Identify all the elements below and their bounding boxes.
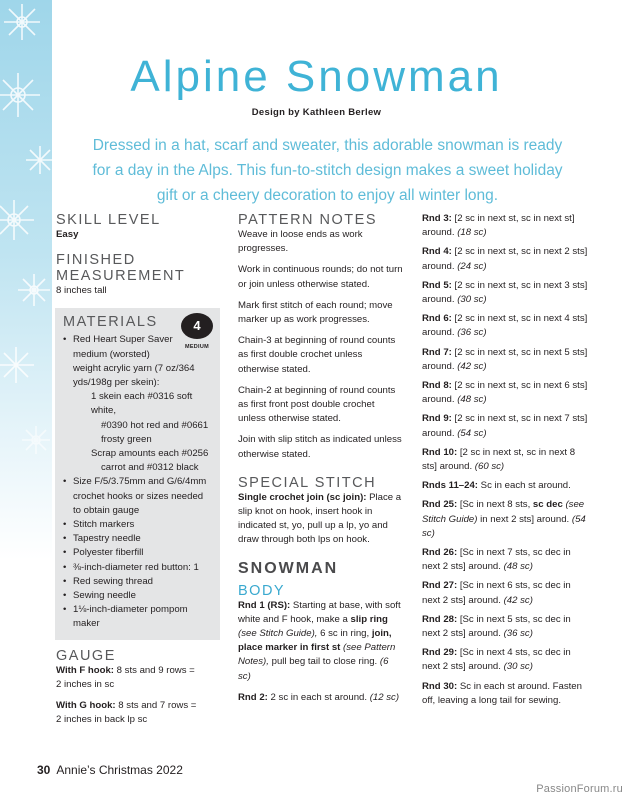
round-3: Rnd 3: [2 sc in next st, sc in next st] around. (18 sc)	[422, 213, 575, 239]
gauge-heading: GAUGE	[56, 647, 116, 664]
skill-level-heading: SKILL LEVEL	[56, 212, 161, 228]
finished-heading-1: FINISHED	[56, 252, 136, 269]
watermark: PassionForum.ru	[536, 783, 623, 795]
list-item: • Red sewing thread	[63, 575, 212, 589]
round-7: Rnd 7: [2 sc in next st, sc in next 5 sts] around. (42 sc)	[422, 346, 588, 372]
rounds-11-24: Rnds 11–24: Sc in each st around.	[422, 480, 571, 492]
round-26: Rnd 26: [Sc in next 7 sts, sc dec in next 2 sts] around. (48 sc)	[422, 547, 571, 573]
yarn-weight-number: 4	[181, 313, 213, 339]
round-30: Rnd 30: Sc in each st around. Fasten off, leaving a long tail for sewing.	[422, 680, 582, 706]
list-item: • ⅜-inch-diameter red button: 1	[63, 561, 212, 575]
list-item: • Size F/5/3.75mm and G/6/4mm crochet hooks or sizes needed to obtain gauge	[63, 475, 212, 518]
special-stitch-heading: SPECIAL STITCH	[238, 474, 377, 491]
finished-value: 8 inches tall	[56, 285, 107, 297]
page-number: 30	[37, 763, 51, 777]
round-2: Rnd 2: 2 sc in each st around. (12 sc)	[238, 691, 400, 703]
pattern-notes-heading: PATTERN NOTES	[238, 212, 377, 228]
round-9: Rnd 9: [2 sc in next st, sc in next 7 sts] around. (54 sc)	[422, 413, 588, 439]
round-1: Rnd 1 (RS): Starting at base, with soft white and F hook, make a slip ring (see Stitch Guide), 6 sc in ring, join, place marker in first st (see Pattern Notes), pull beg tail to close ring. (6 sc)	[238, 599, 401, 682]
round-25: Rnd 25: [Sc in next 8 sts, sc dec (see Stitch Guide) in next 2 sts] around. (54 sc)	[422, 499, 586, 539]
column-middle	[238, 212, 403, 712]
special-stitch-text: Single crochet join (sc join): Place a slip knot on hook, insert hook in indicated st, yo, pull up a lp, yo and draw through both lps on hook.	[238, 491, 402, 546]
designer-byline: Design by Kathleen Berlew	[251, 107, 382, 118]
page-footer	[37, 763, 183, 777]
gauge-g-hook: With G hook: 8 sts and 7 rows = 2 inches in back lp sc	[56, 700, 197, 726]
page-title: Alpine Snowman	[130, 52, 503, 101]
column-left	[56, 212, 220, 734]
body-heading: BODY	[238, 582, 286, 599]
list-item: • Red Heart Super Saver medium (worsted) weight acrylic yarn (7 oz/364 yds/198g per skein): 1 skein each #0316 soft white, #0390 hot red and #0661 frosty green Scrap amounts each #0256 carrot and #0312 black	[63, 333, 212, 475]
pattern-note: Mark first stitch of each round; move marker up as work progresses.	[238, 299, 393, 326]
pattern-note: Chain-3 at beginning of round counts as first double crochet unless otherwise stated.	[238, 335, 396, 375]
gauge-f-hook: With F hook: 8 sts and 9 rows = 2 inches in sc	[56, 664, 195, 690]
materials-box	[55, 308, 220, 639]
pattern-note: Chain-2 at beginning of round counts as first front post double crochet unless otherwise stated.	[238, 384, 396, 425]
finished-heading-2: MEASUREMENT	[56, 268, 186, 285]
list-item: • Sewing needle	[63, 589, 212, 603]
round-4: Rnd 4: [2 sc in next st, sc in next 2 sts] around. (24 sc)	[422, 246, 588, 272]
round-27: Rnd 27: [Sc in next 6 sts, sc dec in next 2 sts] around. (42 sc)	[422, 580, 571, 606]
list-item: • Stitch markers	[63, 518, 212, 532]
round-8: Rnd 8: [2 sc in next st, sc in next 6 sts] around. (48 sc)	[422, 380, 588, 406]
pattern-note: Work in continuous rounds; do not turn or join unless otherwise stated.	[238, 264, 403, 290]
round-5: Rnd 5: [2 sc in next st, sc in next 3 sts] around. (30 sc)	[422, 279, 588, 306]
round-28: Rnd 28: [Sc in next 5 sts, sc dec in next 2 sts] around. (36 sc)	[422, 613, 571, 640]
list-item: • Tapestry needle	[63, 532, 212, 546]
pattern-note: Join with slip stitch as indicated unless otherwise stated.	[238, 434, 402, 460]
materials-heading: MATERIALS	[63, 314, 158, 331]
round-10: Rnd 10: [2 sc in next st, sc in next 8 sts] around. (60 sc)	[422, 446, 576, 473]
intro-text: Dressed in a hat, scarf and sweater, this adorable snowman is ready for a day in the Alps. This fun-to-stitch design makes a sweet holiday gift or a cheery decoration to enjoy all winter long.	[92, 137, 563, 204]
publication-name: Annie’s Christmas 2022	[56, 763, 183, 777]
materials-list	[63, 333, 212, 631]
round-29: Rnd 29: [Sc in next 4 sts, sc dec in next 2 sts] around. (30 sc)	[422, 647, 571, 673]
skill-level-value: Easy	[56, 229, 79, 240]
list-item: • 1⅛-inch-diameter pompom maker	[63, 603, 212, 631]
pattern-note: Weave in loose ends as work progresses.	[238, 229, 363, 255]
list-item: • Polyester fiberfill	[63, 546, 212, 560]
column-right	[422, 212, 590, 713]
round-6: Rnd 6: [2 sc in next st, sc in next 4 sts] around. (36 sc)	[422, 313, 588, 339]
snowman-heading: SNOWMAN	[238, 559, 339, 577]
yarn-weight-label: MEDIUM	[184, 344, 210, 351]
